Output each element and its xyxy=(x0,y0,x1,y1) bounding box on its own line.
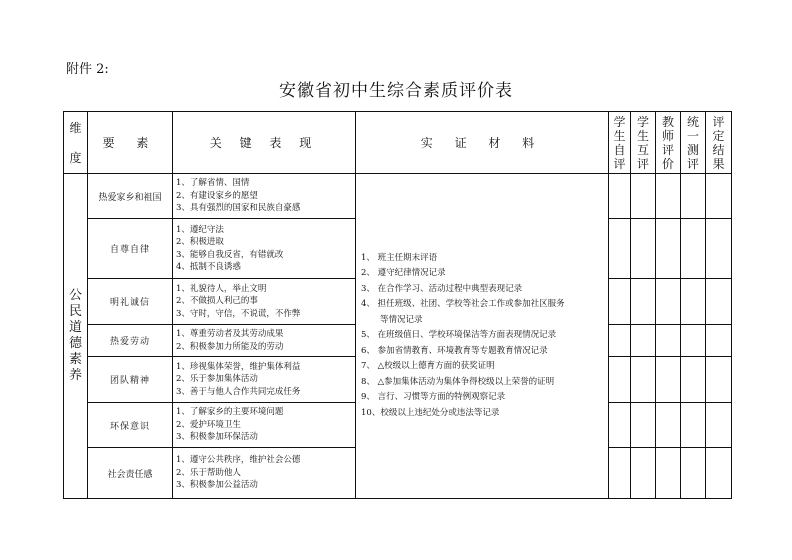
element-name: 团队精神 xyxy=(88,357,173,403)
key-performance-item: 2、积极参加力所能及的劳动 xyxy=(176,341,284,352)
score-cell xyxy=(631,448,656,499)
score-cell xyxy=(681,279,706,325)
key-performance-item: 1、了解省情、国情 xyxy=(176,178,250,189)
key-performance-item: 3、积极参加环保活动 xyxy=(176,432,258,443)
header-self-eval xyxy=(609,112,631,174)
key-performance-item: 3、积极参加公益活动 xyxy=(176,480,258,491)
evidence-item: 2、 遵守纪律情况记录 xyxy=(361,268,446,279)
key-performance-item: 1、珍视集体荣誉，维护集体利益 xyxy=(176,361,301,372)
header-char: 学 xyxy=(613,114,626,129)
key-performance-item: 1、遵纪守法 xyxy=(176,224,224,235)
score-cell xyxy=(706,279,732,325)
header-dimension-char: 维 xyxy=(69,120,82,135)
evidence-item: 5、 在班级值日、学校环境保洁等方面表现情况记录 xyxy=(361,330,557,341)
evaluation-table xyxy=(63,111,732,499)
key-performance-list xyxy=(173,403,356,448)
evidence-item: 4、 担任班级、社团、学校等社会工作或参加社区服务 xyxy=(361,299,565,310)
score-cell xyxy=(609,448,631,499)
element-name: 自尊自律 xyxy=(88,219,173,279)
score-cell xyxy=(706,174,732,219)
evidence-item: 8、 △参加集体活动为集体争得校级以上荣誉的证明 xyxy=(361,376,555,387)
header-char: 师 xyxy=(661,128,674,143)
score-cell xyxy=(631,357,656,403)
score-cell xyxy=(681,357,706,403)
header-char: 测 xyxy=(686,142,699,157)
key-performance-item: 4、抵制不良诱惑 xyxy=(176,262,241,272)
key-performance-list xyxy=(173,174,356,219)
evidence-item: 9、 言行、习惯等方面的特例观察记录 xyxy=(361,392,506,403)
score-cell xyxy=(631,403,656,448)
header-char: 结 xyxy=(712,142,725,157)
score-cell xyxy=(656,219,681,279)
score-cell xyxy=(631,174,656,219)
header-char: 教 xyxy=(661,114,674,129)
key-performance-item: 2、积极进取 xyxy=(176,237,224,247)
score-cell xyxy=(609,325,631,357)
score-cell xyxy=(656,325,681,357)
header-char: 评 xyxy=(712,114,725,129)
header-char: 自 xyxy=(613,142,626,157)
key-performance-item: 1、了解家乡的主要环境问题 xyxy=(176,407,284,418)
header-char: 价 xyxy=(661,156,674,171)
header-char: 一 xyxy=(686,128,699,143)
header-char: 学 xyxy=(636,114,649,129)
score-cell xyxy=(609,219,631,279)
evidence-item: 6、 参加省情教育、环境教育等专题教育情况记录 xyxy=(361,345,548,356)
key-performance-list xyxy=(173,219,356,279)
score-cell xyxy=(706,357,732,403)
header-char: 生 xyxy=(613,128,626,143)
score-cell xyxy=(656,357,681,403)
key-performance-item: 3、守时，守信，不说谎，不作弊 xyxy=(176,308,301,319)
header-unified-test xyxy=(681,112,706,174)
evidence-item: 7、 △校级以上德育方面的获奖证明 xyxy=(361,361,495,372)
page-title: 安徽省初中生综合素质评价表 xyxy=(279,81,513,101)
score-cell xyxy=(706,403,732,448)
key-performance-list xyxy=(173,357,356,403)
header-peer-eval xyxy=(631,112,656,174)
element-name: 明礼诚信 xyxy=(88,279,173,325)
header-char: 评 xyxy=(636,156,649,171)
key-performance-item: 2、有建设家乡的愿望 xyxy=(176,190,258,201)
score-cell xyxy=(631,279,656,325)
score-cell xyxy=(609,279,631,325)
score-cell xyxy=(706,219,732,279)
header-final-result xyxy=(706,112,732,174)
key-performance-list xyxy=(173,448,356,499)
element-name: 环保意识 xyxy=(88,403,173,448)
key-performance-item: 1、礼貌待人，举止文明 xyxy=(176,283,267,294)
score-cell xyxy=(609,403,631,448)
score-cell xyxy=(656,403,681,448)
score-cell xyxy=(706,448,732,499)
key-performance-item: 2、不做损人利己的事 xyxy=(176,296,258,307)
dimension-char: 道 xyxy=(68,320,82,335)
evidence-list xyxy=(356,174,609,499)
element-name: 热爱劳动 xyxy=(88,325,173,357)
evidence-item: 3、 在合作学习、活动过程中典型表现记录 xyxy=(361,283,523,294)
score-cell xyxy=(656,174,681,219)
dimension-char: 素 xyxy=(68,352,82,367)
evidence-item: 等情况记录 xyxy=(380,314,423,325)
key-performance-list xyxy=(173,325,356,357)
key-performance-item: 3、能够自我反省，有错就改 xyxy=(176,249,284,260)
dimension-char: 民 xyxy=(68,304,82,319)
evidence-item: 10、校级以上违纪处分或违法等记录 xyxy=(361,407,500,418)
header-dimension-char: 度 xyxy=(69,150,82,165)
header-row xyxy=(64,112,732,174)
score-cell xyxy=(609,174,631,219)
dimension-char: 公 xyxy=(68,288,82,303)
header-teacher-eval xyxy=(656,112,681,174)
score-cell xyxy=(681,174,706,219)
header-char: 定 xyxy=(712,128,725,143)
key-performance-item: 1、遵守公共秩序，维护社会公德 xyxy=(176,455,301,466)
header-element: 要 素 xyxy=(88,112,173,174)
header-char: 评 xyxy=(613,156,626,171)
evidence-item: 1、 班主任期末评语 xyxy=(361,252,438,263)
header-char: 统 xyxy=(686,114,699,129)
score-cell xyxy=(706,325,732,357)
dimension-char: 养 xyxy=(68,368,82,383)
score-cell xyxy=(656,279,681,325)
score-cell xyxy=(681,448,706,499)
score-cell xyxy=(681,325,706,357)
header-char: 生 xyxy=(636,128,649,143)
key-performance-item: 2、乐于参加集体活动 xyxy=(176,374,258,385)
key-performance-item: 3、具有强烈的国家和民族自豪感 xyxy=(176,203,301,214)
header-dimension xyxy=(64,112,88,174)
score-cell xyxy=(631,325,656,357)
header-char: 果 xyxy=(712,156,725,171)
header-key-performance: 关 键 表 现 xyxy=(173,112,356,174)
key-performance-item: 3、善于与他人合作共同完成任务 xyxy=(176,386,301,397)
score-cell xyxy=(681,219,706,279)
attachment-label: 附件 2: xyxy=(66,62,109,77)
element-name: 社会责任感 xyxy=(88,448,173,499)
header-evidence: 实 证 材 料 xyxy=(356,112,609,174)
key-performance-item: 2、爱护环境卫生 xyxy=(176,419,241,430)
score-cell xyxy=(681,403,706,448)
key-performance-item: 1、尊重劳动者及其劳动成果 xyxy=(176,329,284,339)
table-row xyxy=(64,174,732,219)
key-performance-list xyxy=(173,279,356,325)
header-char: 互 xyxy=(636,142,649,157)
score-cell xyxy=(631,219,656,279)
key-performance-item: 2、乐于帮助他人 xyxy=(176,467,241,478)
dimension-char: 德 xyxy=(68,336,82,351)
dimension-name xyxy=(64,174,88,499)
header-char: 评 xyxy=(661,142,674,157)
element-name: 热爱家乡和祖国 xyxy=(88,174,173,219)
score-cell xyxy=(609,357,631,403)
header-char: 评 xyxy=(686,156,699,171)
score-cell xyxy=(656,448,681,499)
